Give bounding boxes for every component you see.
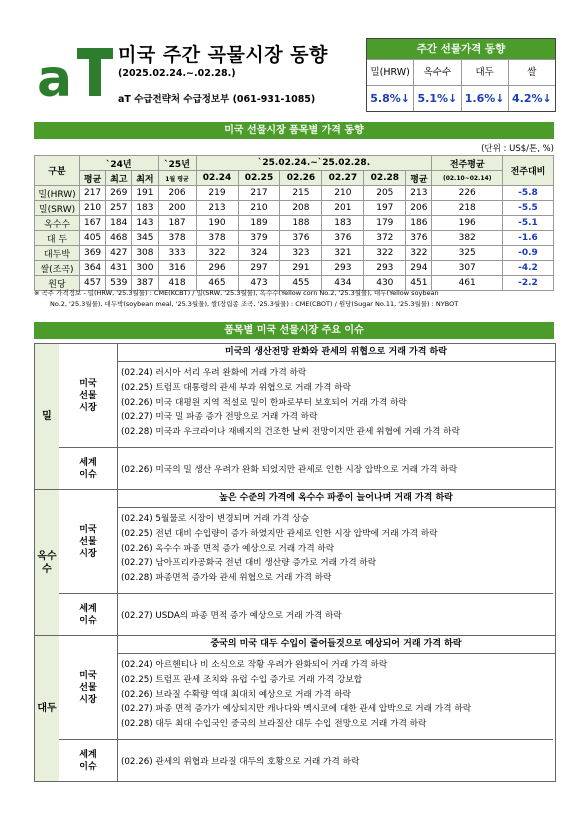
price-cell: 468 <box>106 231 132 246</box>
summary-title: 주간 선물가격 동향 <box>367 39 555 59</box>
commodity-label: 대두 <box>35 636 60 781</box>
summary-label: 밀(HRW) <box>367 59 414 85</box>
subcol: 02.24 <box>196 171 238 186</box>
price-table <box>34 155 554 291</box>
col-item: 구분 <box>35 156 80 186</box>
world-issue: (02.26) 미국의 밀 생산 우려가 완화 되었지만 관세로 인한 시장 압박으로 거래 가격 하락 <box>117 447 553 489</box>
price-cell: 307 <box>432 261 502 276</box>
price-cell: 167 <box>80 216 106 231</box>
price-cell: 219 <box>196 186 238 201</box>
price-cell: 323 <box>280 246 322 261</box>
change-cell: -0.9 <box>502 246 553 261</box>
subcol: 02.28 <box>364 171 406 186</box>
table-row <box>35 261 554 276</box>
price-cell: 431 <box>106 261 132 276</box>
price-cell: 189 <box>238 216 280 231</box>
price-cell: 430 <box>364 276 406 291</box>
issue-item: (02.25) 트럼프 대통령의 관세 부과 위협으로 거래 가격 하락 <box>121 382 351 393</box>
change-cell: -5.8 <box>502 186 553 201</box>
subcol: (02.10~02.14) <box>432 171 502 186</box>
issues-section-title: 품목별 미국 선물시장 주요 이슈 <box>34 322 554 339</box>
price-cell: 364 <box>80 261 106 276</box>
summary-value: 5.1%↓ <box>414 85 461 111</box>
issue-item: (02.27) 남아프리카공화국 전년 대비 생산량 증가로 거래 가격 하락 <box>121 558 377 569</box>
price-cell: 322 <box>196 246 238 261</box>
price-cell: 333 <box>158 246 196 261</box>
issues-table <box>34 343 556 782</box>
commodity-section-corn <box>35 490 555 636</box>
price-cell: 322 <box>364 246 406 261</box>
subcol: 1월 평균 <box>158 171 196 186</box>
subcol: 평균 <box>406 171 432 186</box>
issue-item: (02.28) 미국과 우크라이나 재배지의 건조한 날씨 전망이지만 관세 위협에 거래 가격 하락 <box>121 427 460 438</box>
price-cell: 179 <box>364 216 406 231</box>
price-footnote <box>34 288 554 310</box>
footnote-line: No.2, '25.3월물), 대두박(soybean meal, '25.3월물), 쌀(장립종 조곡, '25.3월물) : CME(CBOT) / 원당(Sugar No.11, '25.3월물) : NYBOT <box>50 300 459 308</box>
price-cell: 296 <box>196 261 238 276</box>
price-cell: 376 <box>322 231 364 246</box>
price-cell: 197 <box>364 201 406 216</box>
price-cell: 378 <box>158 231 196 246</box>
price-cell: 434 <box>322 276 364 291</box>
price-cell: 308 <box>132 246 158 261</box>
price-cell: 217 <box>238 186 280 201</box>
world-label: 세계 이슈 <box>59 740 118 781</box>
row-item: 밀(HRW) <box>35 186 80 201</box>
price-cell: 186 <box>406 216 432 231</box>
issue-item: (02.26) 미국 대평원 지역 적설로 밀이 한파로부터 보호되어 거래 가격 하락 <box>121 397 407 408</box>
price-cell: 183 <box>132 201 158 216</box>
price-cell: 376 <box>280 231 322 246</box>
price-cell: 372 <box>364 231 406 246</box>
price-cell: 297 <box>238 261 280 276</box>
price-cell: 210 <box>80 201 106 216</box>
world-label: 세계 이슈 <box>59 448 118 489</box>
price-cell: 213 <box>406 186 432 201</box>
price-cell: 201 <box>322 201 364 216</box>
price-cell: 206 <box>158 186 196 201</box>
futures-label: 미국 선물 시장 <box>59 636 118 739</box>
issue-item: (02.25) 전년 대비 수입량이 증가 하였지만 관세로 인한 시장 압박에 거래 가격 하락 <box>121 528 438 539</box>
price-cell: 418 <box>158 276 196 291</box>
price-cell: 451 <box>406 276 432 291</box>
price-cell: 269 <box>106 186 132 201</box>
col-2025: `25년 <box>158 156 196 171</box>
at-logo <box>37 40 117 100</box>
price-cell: 455 <box>280 276 322 291</box>
col-2024: `24년 <box>80 156 159 171</box>
price-cell: 325 <box>432 246 502 261</box>
price-cell: 206 <box>406 201 432 216</box>
issue-list <box>117 658 553 732</box>
unit-note: (단위 : US$/톤, %) <box>481 144 554 154</box>
price-cell: 321 <box>322 246 364 261</box>
subcol: 02.27 <box>322 171 364 186</box>
summary-label: 대두 <box>462 59 509 85</box>
row-item: 쌀(조곡) <box>35 261 80 276</box>
issue-item: (02.24) 아르헨티나 비 소식으로 작황 우려가 완화되어 거래 가격 하락 <box>121 660 388 670</box>
price-cell: 473 <box>238 276 280 291</box>
price-cell: 378 <box>196 231 238 246</box>
commodity-section-soybean <box>35 636 555 781</box>
price-cell: 387 <box>132 276 158 291</box>
footnote-line: ※ 곡주 가격정보 - 밀(HRW, '25.3월물) : CME(KCBT) / 밀(SRW, '25.3월물), 옥수수(Yellow corn No.2, '25.3월물), 대두(Yellow soybean <box>34 289 439 297</box>
row-item: 원당 <box>35 276 80 291</box>
price-cell: 215 <box>280 186 322 201</box>
price-cell: 213 <box>196 201 238 216</box>
svg-text:a: a <box>37 49 73 100</box>
subcol: 최저 <box>132 171 158 186</box>
world-label: 세계 이슈 <box>59 594 118 635</box>
price-cell: 210 <box>322 186 364 201</box>
price-cell: 293 <box>322 261 364 276</box>
price-cell: 461 <box>432 276 502 291</box>
price-cell: 457 <box>80 276 106 291</box>
summary-value: 4.2%↓ <box>509 85 555 111</box>
organization-contact: aT 수급전략처 수급정보부 (061-931-1085) <box>118 94 316 105</box>
issue-heading: 미국의 생산전망 완화와 관세의 위협으로 거래 가격 하락 <box>117 344 555 362</box>
issue-item: (02.28) 파종면적 증가와 관세 위협으로 거래 가격 하락 <box>121 573 332 584</box>
change-cell: -5.5 <box>502 201 553 216</box>
subcol: 02.25 <box>238 171 280 186</box>
summary-label: 쌀 <box>509 59 555 85</box>
change-cell: -2.2 <box>502 276 553 291</box>
issue-item: (02.25) 트럼프 관세 조치와 유럽 수입 증가로 거래 가격 강보합 <box>121 674 363 685</box>
price-cell: 376 <box>406 231 432 246</box>
issue-heading: 높은 수준의 가격에 옥수수 파종이 늘어나며 거래 가격 하락 <box>117 490 555 508</box>
price-cell: 379 <box>238 231 280 246</box>
commodity-label: 밀 <box>35 344 60 489</box>
commodity-section-wheat <box>35 344 555 490</box>
price-cell: 218 <box>432 201 502 216</box>
issue-item: (02.26) 옥수수 파종 면적 증가 예상으로 거래 가격 하락 <box>121 543 335 554</box>
issue-item: (02.27) 미국 밀 파종 증가 전망으로 거래 가격 하락 <box>121 412 318 423</box>
issue-list <box>117 512 553 586</box>
price-cell: 187 <box>158 216 196 231</box>
table-row <box>35 216 554 231</box>
row-item: 대 두 <box>35 231 80 246</box>
summary-value: 1.6%↓ <box>462 85 509 111</box>
world-issue: (02.26) 관세의 위협과 브라질 대두의 호황으로 거래 가격 하락 <box>117 739 553 781</box>
futures-label: 미국 선물 시장 <box>59 490 118 593</box>
col-prev-cmp: 전주대비 <box>502 156 553 186</box>
change-cell: -4.2 <box>502 261 553 276</box>
price-cell: 405 <box>80 231 106 246</box>
world-issue: (02.27) USDA의 파종 면적 증가 예상으로 거래 가격 하락 <box>117 593 553 635</box>
summary-label: 옥수수 <box>414 59 461 85</box>
price-cell: 184 <box>106 216 132 231</box>
issue-item: (02.27) 파종 면적 증가가 예상되지만 캐나다와 멕시코에 대한 관세 압박으로 거래 가격 하락 <box>121 704 472 715</box>
summary-values <box>367 85 555 111</box>
price-cell: 200 <box>158 201 196 216</box>
row-item: 옥수수 <box>35 216 80 231</box>
price-cell: 257 <box>106 201 132 216</box>
price-cell: 382 <box>432 231 502 246</box>
issue-item: (02.28) 대두 최대 수입국인 중국의 브라질산 대두 수입 전망으로 거래 가격 하락 <box>121 719 427 730</box>
report-period: (2025.02.24.~.02.28.) <box>118 68 236 79</box>
weekly-futures-summary <box>366 38 556 112</box>
price-cell: 427 <box>106 246 132 261</box>
issue-item: (02.24) 5월물로 시장이 변경되며 거래 가격 상승 <box>121 514 310 524</box>
row-item: 대두박 <box>35 246 80 261</box>
change-cell: -1.6 <box>502 231 553 246</box>
summary-value: 5.8%↓ <box>367 85 414 111</box>
price-cell: 300 <box>132 261 158 276</box>
table-row <box>35 231 554 246</box>
price-cell: 345 <box>132 231 158 246</box>
price-cell: 188 <box>280 216 322 231</box>
commodity-label: 옥수수 <box>35 490 60 635</box>
row-item: 밀(SRW) <box>35 201 80 216</box>
price-section-title: 미국 선물시장 품목별 가격 동향 <box>34 122 554 139</box>
price-cell: 190 <box>196 216 238 231</box>
change-cell: -5.1 <box>502 216 553 231</box>
subcol: 평균 <box>80 171 106 186</box>
table-row <box>35 186 554 201</box>
table-row <box>35 246 554 261</box>
price-cell: 324 <box>238 246 280 261</box>
price-cell: 205 <box>364 186 406 201</box>
price-cell: 322 <box>406 246 432 261</box>
issue-item: (02.24) 러시아 서리 우려 완화에 거래 가격 하락 <box>121 368 307 378</box>
page-title: 미국 주간 곡물시장 동향 <box>118 44 328 66</box>
issue-heading: 중국의 미국 대두 수입이 줄어들것으로 예상되어 거래 가격 하락 <box>117 636 555 654</box>
price-cell: 226 <box>432 186 502 201</box>
table-row <box>35 201 554 216</box>
price-cell: 465 <box>196 276 238 291</box>
price-cell: 294 <box>406 261 432 276</box>
subcol: 최고 <box>106 171 132 186</box>
price-cell: 196 <box>432 216 502 231</box>
price-cell: 143 <box>132 216 158 231</box>
price-cell: 210 <box>238 201 280 216</box>
futures-label: 미국 선물 시장 <box>59 344 118 447</box>
price-cell: 208 <box>280 201 322 216</box>
issue-item: (02.26) 브라질 수확량 역대 최대치 예상으로 거래 가격 하락 <box>121 689 351 700</box>
col-prev-avg: 전주평균 <box>432 156 502 171</box>
price-cell: 217 <box>80 186 106 201</box>
col-week: `25.02.24.~`25.02.28. <box>196 156 432 171</box>
price-cell: 539 <box>106 276 132 291</box>
subcol: 02.26 <box>280 171 322 186</box>
summary-labels <box>367 59 555 85</box>
price-cell: 316 <box>158 261 196 276</box>
price-cell: 293 <box>364 261 406 276</box>
issue-list <box>117 366 553 440</box>
price-cell: 369 <box>80 246 106 261</box>
price-cell: 191 <box>132 186 158 201</box>
price-cell: 291 <box>280 261 322 276</box>
price-cell: 183 <box>322 216 364 231</box>
